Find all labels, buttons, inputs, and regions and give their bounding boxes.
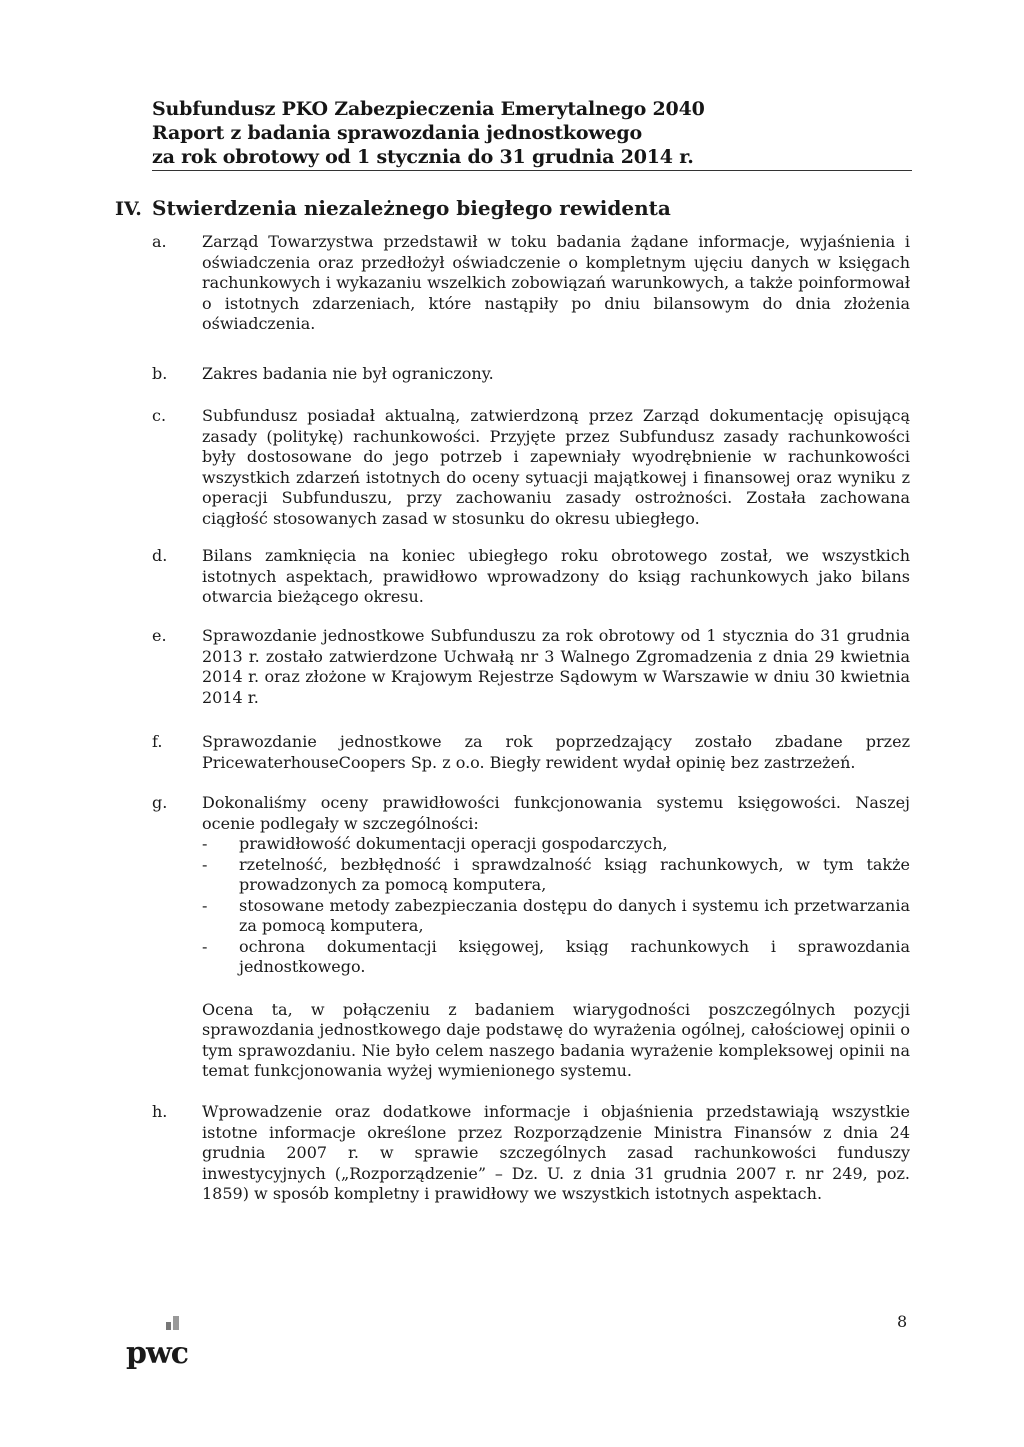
sub-list-text: stosowane metody zabezpieczania dostępu do danych i systemu ich przetwarzania za pomocą komputera, (239, 895, 910, 935)
item-text: Zakres badania nie był ograniczony. (202, 364, 494, 383)
item-text: Sprawozdanie jednostkowe Subfunduszu za rok obrotowy od 1 stycznia do 31 grudnia 2013 r. zostało zatwierdzone Uchwałą nr 3 Walnego Zgromadzenia z dnia 29 kwietnia 2014 r. oraz złożone w Krajowym Rejestrze Sądowym w Warszawie w dniu 30 kwietnia 2014 r. (202, 626, 910, 707)
item-letter: b. (152, 364, 168, 383)
dash-bullet: - (202, 936, 208, 956)
sub-list-text: ochrona dokumentacji księgowej, ksiąg rachunkowych i sprawozdania jednostkowego. (239, 936, 910, 976)
section-number: IV. (115, 198, 142, 220)
header-report-title: Raport z badania sprawozdania jednostkowego (152, 122, 642, 144)
sub-list-item (202, 834, 910, 855)
item-text: Sprawozdanie jednostkowe za rok poprzedzający zostało zbadane przez PricewaterhouseCoopers Sp. z o.o. Biegły rewident wydał opinię bez zastrzeżeń. (202, 732, 910, 772)
item-text: Bilans zamknięcia na koniec ubiegłego roku obrotowego został, we wszystkich istotnych aspektach, prawidłowo wprowadzony do ksiąg rachunkowych jako bilans otwarcia bieżącego okresu. (202, 546, 910, 606)
sub-list (202, 834, 910, 978)
item-letter: g. (152, 793, 168, 812)
dash-bullet: - (202, 854, 208, 874)
sub-list-item (202, 855, 910, 896)
item-text-block (202, 793, 910, 1082)
item-letter: e. (152, 626, 167, 645)
pwc-logo (126, 1320, 206, 1370)
item-letter: f. (152, 732, 163, 751)
header-divider (152, 170, 912, 171)
item-text: Subfundusz posiadał aktualną, zatwierdzoną przez Zarząd dokumentację opisującą zasady (politykę) rachunkowości. Przyjęte przez Subfundusz zasady rachunkowości były dostosowane do jego potrzeb i zapewniały wyodrębnienie w rachunkowości wszystkich zdarzeń istotnych do oceny sytuacji majątkowej i finansowej oraz wyniku z operacji Subfunduszu, przy zachowaniu zasady ostrożności. Została zachowana ciągłość stosowanych zasad w stosunku do okresu ubiegłego. (202, 406, 910, 528)
item-text: Wprowadzenie oraz dodatkowe informacje i objaśnienia przedstawiają wszystkie istotne informacje określone przez Rozporządzenie Ministra Finansów z dnia 24 grudnia 2007 r. w sprawie szczególnych zasad rachunkowości funduszy inwestycyjnych („Rozporządzenie” – Dz. U. z dnia 31 grudnia 2007 r. nr 249, poz. 1859) w sposób kompletny i prawidłowy we wszystkich istotnych aspektach. (202, 1102, 910, 1203)
item-letter: a. (152, 232, 167, 251)
sub-list-text: prawidłowość dokumentacji operacji gospodarczych, (239, 834, 668, 853)
logo-text: pwc (126, 1336, 189, 1371)
item-letter: c. (152, 406, 167, 425)
page-number: 8 (897, 1312, 908, 1331)
dash-bullet: - (202, 834, 208, 853)
report-header (152, 97, 912, 169)
item-text: Dokonaliśmy oceny prawidłowości funkcjonowania systemu księgowości. Naszej ocenie podlegały w szczególności: (202, 793, 910, 833)
item-text: Zarząd Towarzystwa przedstawił w toku badania żądane informacje, wyjaśnienia i oświadczenia oraz przedłożył oświadczenie o kompletnym ujęciu danych w księgach rachunkowych i wykazaniu wszelkich zobowiązań warunkowych, a także poinformował o istotnych zdarzeniach, które nastąpiły po dniu bilansowym do dnia złożenia oświadczenia. (202, 232, 910, 333)
sub-list-item (202, 937, 910, 978)
header-period: za rok obrotowy od 1 stycznia do 31 grudnia 2014 r. (152, 146, 694, 168)
dash-bullet: - (202, 895, 208, 915)
item-letter: d. (152, 546, 168, 565)
logo-mark-icon (156, 1314, 236, 1334)
item-followup-text: Ocena ta, w połączeniu z badaniem wiarygodności poszczególnych pozycji sprawozdania jednostkowego daje podstawę do wyrażenia ogólnej, całościowej opinii o tym sprawozdaniu. Nie było celem naszego badania wyrażenie kompleksowej opinii na temat funkcjonowania wyżej wymienionego systemu. (202, 999, 910, 1080)
sub-list-text: rzetelność, bezbłędność i sprawdzalność ksiąg rachunkowych, w tym także prowadzonych za pomocą komputera, (239, 854, 910, 894)
sub-list-item (202, 896, 910, 937)
section-title: Stwierdzenia niezależnego biegłego rewidenta (152, 196, 671, 220)
header-fund-name: Subfundusz PKO Zabezpieczenia Emerytalnego 2040 (152, 98, 705, 120)
item-letter: h. (152, 1102, 168, 1121)
